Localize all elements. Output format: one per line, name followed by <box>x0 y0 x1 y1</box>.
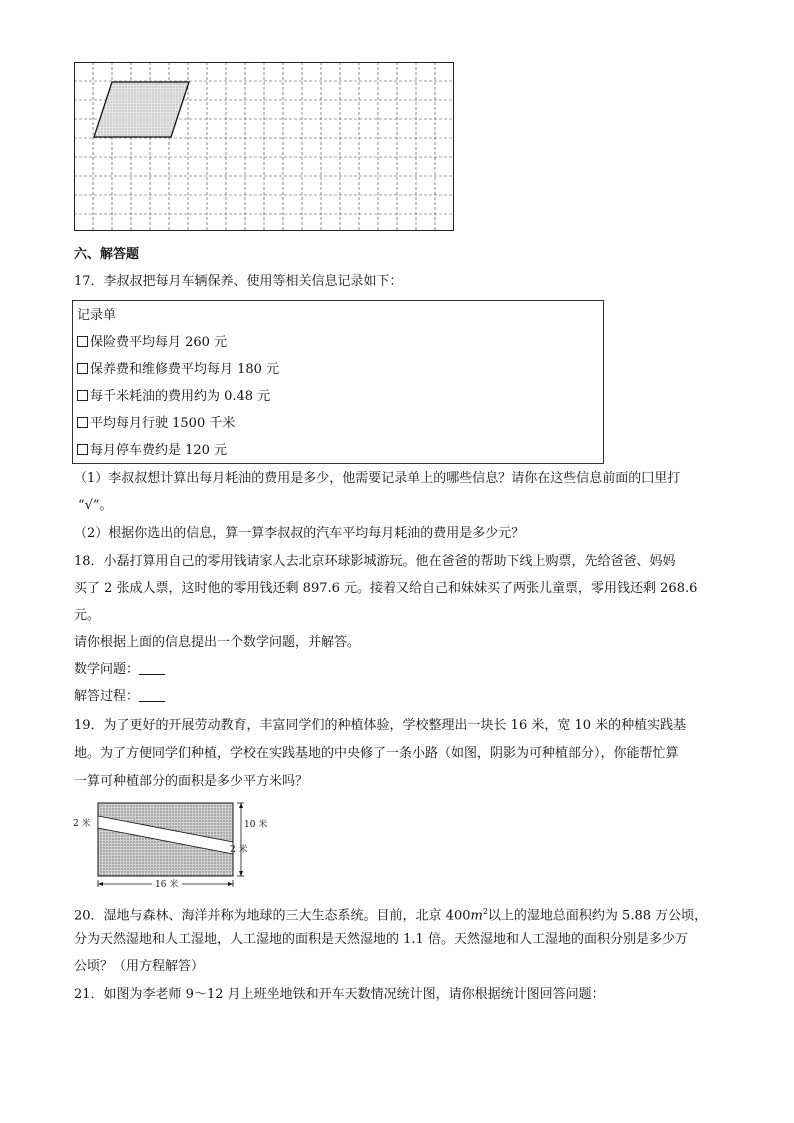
record-item[interactable]: 每月停车费约是 120 元 <box>77 439 227 458</box>
answer-blank[interactable] <box>139 689 165 702</box>
checkbox-icon[interactable] <box>77 417 88 428</box>
record-item[interactable]: 保养费和维修费平均每月 180 元 <box>77 358 279 377</box>
right-path-label: 2 米 <box>230 845 248 855</box>
planting-base-figure <box>70 796 280 892</box>
q19-line1: 19．为了更好的开展劳动教育，丰富同学们的种植体验，学校整理出一块长 16 米，宽 10 米的种植实践基 <box>74 718 687 733</box>
checkbox-icon[interactable] <box>77 363 88 374</box>
length-label: 16 米 <box>155 880 179 890</box>
q17-part1-cont: “√”。 <box>78 498 113 513</box>
record-item[interactable]: 每千米耗油的费用约为 0.48 元 <box>77 385 270 404</box>
q19-line3: 一算可种植部分的面积是多少平方米吗？ <box>74 774 309 789</box>
q17-part1: （1）李叔叔想计算出每月耗油的费用是多少，他需要记录单上的哪些信息？请你在这些信息前面的囗里打 <box>74 471 681 486</box>
record-item[interactable]: 平均每月行驶 1500 千米 <box>77 412 235 431</box>
left-path-label: 2 米 <box>73 819 91 829</box>
q20-line3: 公顷？（用方程解答） <box>74 959 205 974</box>
q18-solution: 解答过程： <box>74 688 165 706</box>
q17-stem: 17．李叔叔把每月车辆保养、使用等相关信息记录如下： <box>74 274 403 289</box>
q20-line1: 20．湿地与森林、海洋并称为地球的三大生态系统。目前，北京 $400m^2$以上的湿地总面积约为 5.88 万公顷， <box>74 907 708 924</box>
record-sheet <box>72 300 604 464</box>
record-title: 记录单 <box>77 308 117 323</box>
grid-figure <box>74 62 456 238</box>
q18-line4: 请你根据上面的信息提出一个数学问题，并解答。 <box>74 635 361 650</box>
width-label: 10 米 <box>244 820 268 830</box>
checkbox-icon[interactable] <box>77 336 88 347</box>
q19-line2: 地。为了方便同学们种植，学校在实践基地的中央修了一条小路（如图，阴影为可种植部分），你能帮忙算 <box>74 746 679 761</box>
checkbox-icon[interactable] <box>77 444 88 455</box>
checkbox-icon[interactable] <box>77 390 88 401</box>
q18-line3: 元。 <box>74 608 101 623</box>
q18-problem: 数学问题： <box>74 661 165 679</box>
parallelogram-shape <box>94 82 189 137</box>
q20-line2: 分为天然湿地和人工湿地，人工湿地的面积是天然湿地的 1.1 倍。天然湿地和人工湿地的面积分别是多少万 <box>74 932 688 947</box>
q17-part2: （2）根据你选出的信息，算一算李叔叔的汽车平均每月耗油的费用是多少元？ <box>74 526 525 541</box>
q18-line2: 买了 2 张成人票，这时他的零用钱还剩 897.6 元。接着又给自己和妹妹买了两张儿童票，零用钱还剩 268.6 <box>74 581 698 596</box>
record-item[interactable]: 保险费平均每月 260 元 <box>77 331 227 350</box>
q21-line1: 21．如图为李老师 9～12 月上班坐地铁和开车天数情况统计图，请你根据统计图回答问题： <box>74 987 605 1002</box>
answer-blank[interactable] <box>139 662 165 675</box>
section-heading: 六、解答题 <box>74 247 140 262</box>
q18-line1: 18．小磊打算用自己的零用钱请家人去北京环球影城游玩。他在爸爸的帮助下线上购票，先给爸爸、妈妈 <box>74 554 676 569</box>
